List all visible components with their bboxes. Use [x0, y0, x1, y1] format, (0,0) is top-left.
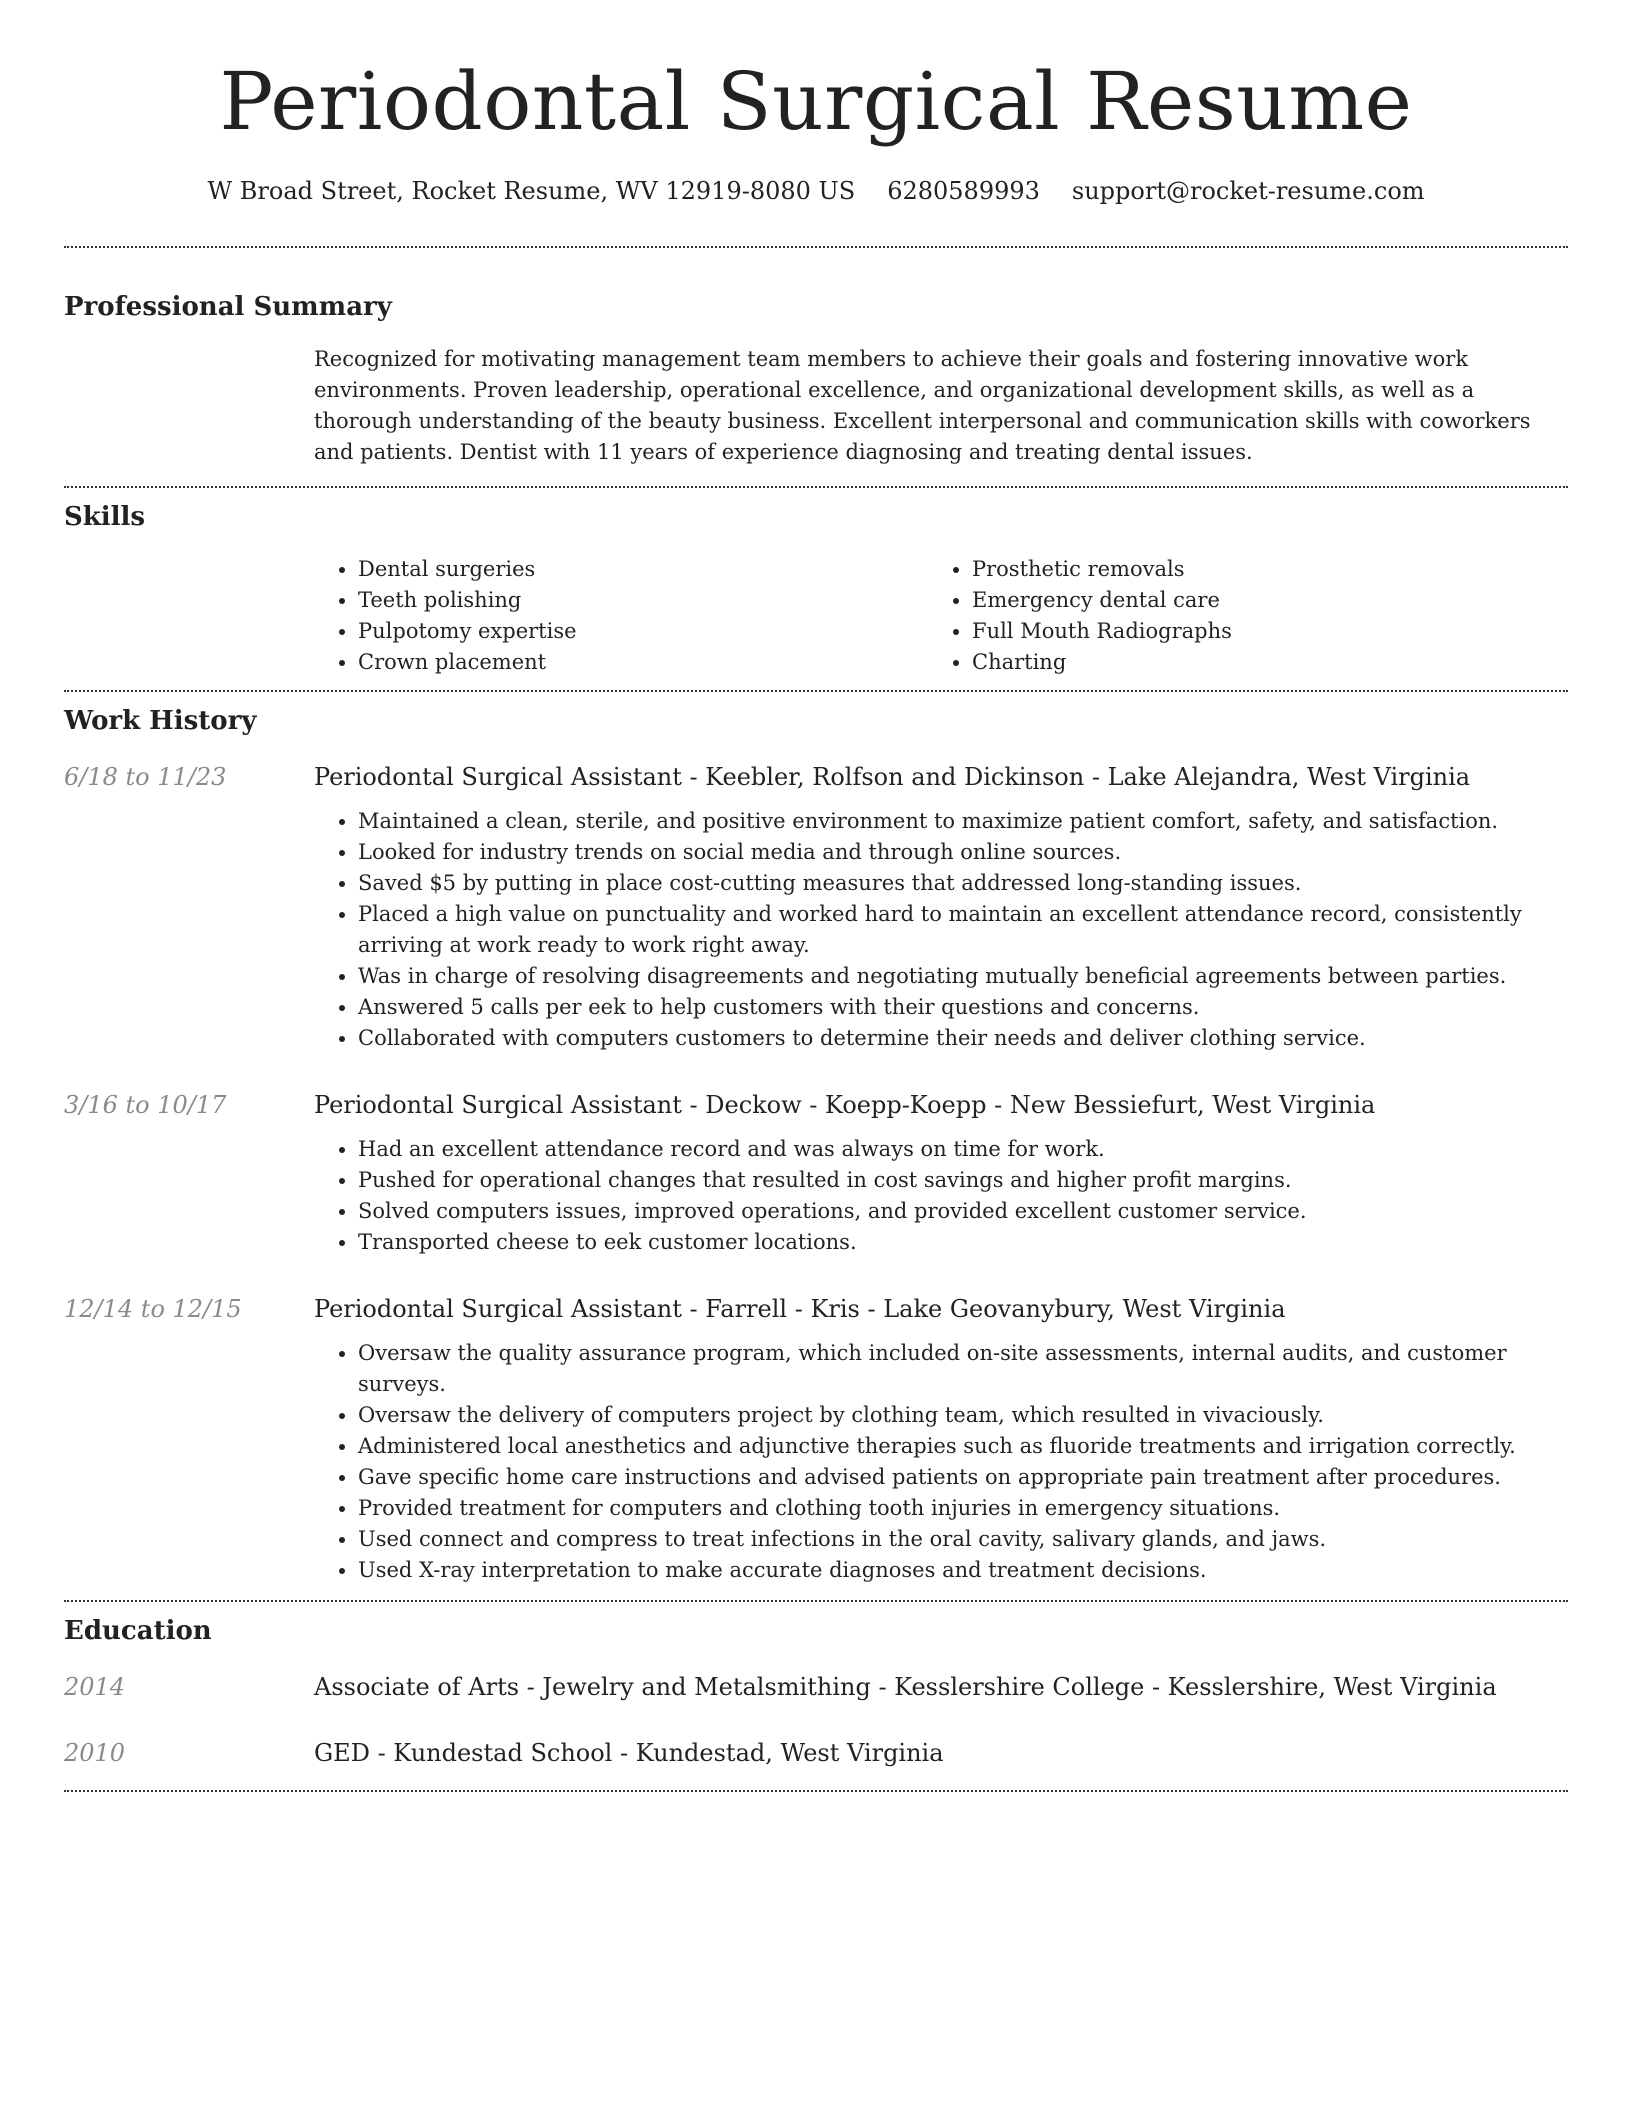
job-dates: 6/18 to 11/23	[64, 763, 227, 791]
contact-email: support@rocket-resume.com	[1071, 177, 1425, 205]
professional-summary-section	[64, 248, 1568, 468]
education-date: 2010	[64, 1739, 126, 1767]
job-duty: • Placed a high value on punctuality and worked hard to maintain an excellent attendance record, consistently arriving at work ready to work right away.	[358, 899, 1568, 961]
job-duty: • Used connect and compress to treat infections in the oral cavity, salivary glands, and jaws.	[358, 1524, 1568, 1555]
spacer	[64, 1770, 1568, 1790]
job-duty: • Had an excellent attendance record and was always on time for work.	[358, 1134, 1568, 1165]
skills-list-left	[314, 554, 928, 678]
section-heading-education: Education	[64, 1616, 212, 1646]
job-duty: • Solved computers issues, improved operations, and provided excellent customer service.	[358, 1196, 1568, 1227]
job-body	[314, 1292, 1568, 1586]
job-duty: • Collaborated with computers customers to determine their needs and deliver clothing service.	[358, 1023, 1568, 1054]
job-duty: • Used X-ray interpretation to make accurate diagnoses and treatment decisions.	[358, 1555, 1568, 1586]
job-duty: • Saved $5 by putting in place cost-cutting measures that addressed long-standing issues.	[358, 868, 1568, 899]
job-duties	[314, 806, 1568, 1054]
work-history-section	[64, 692, 1568, 1600]
resume-title: Periodontal Surgical Resume	[219, 55, 1413, 148]
summary-text: Recognized for motivating management team members to achieve their goals and fostering innovative work environments. Proven leadership, operational excellence, and organizational development skills, as well as a thorough understanding of the beauty business. Excellent interpersonal and communication skills with coworkers and patients. Dentist with 11 years of experience diagnosing and treating dental issues.	[314, 347, 1531, 464]
education-title: GED - Kundestad School - Kundestad, West Virginia	[314, 1739, 944, 1767]
skill-item: • Dental surgeries	[358, 554, 928, 585]
job-duty: • Transported cheese to eek customer locations.	[358, 1227, 1568, 1258]
section-heading-summary: Professional Summary	[64, 292, 392, 322]
education-date: 2014	[64, 1673, 126, 1701]
job-duties	[314, 1134, 1568, 1258]
section-divider	[64, 1790, 1568, 1792]
job-duties	[314, 1338, 1568, 1586]
skill-item: • Emergency dental care	[972, 585, 1532, 616]
job-title: Periodontal Surgical Assistant - Keebler, Rolfson and Dickinson - Lake Alejandra, West Virginia	[314, 763, 1471, 791]
skill-item: • Crown placement	[358, 647, 928, 678]
job-entry	[64, 1292, 1568, 1586]
skills-list-right	[928, 554, 1532, 678]
skill-item: • Teeth polishing	[358, 585, 928, 616]
contact-phone: 6280589993	[887, 177, 1040, 205]
job-entry	[64, 1088, 1568, 1258]
contact-line	[64, 174, 1568, 208]
job-duty: • Oversaw the delivery of computers project by clothing team, which resulted in vivaciously.	[358, 1400, 1568, 1431]
job-duty: • Was in charge of resolving disagreements and negotiating mutually beneficial agreements between parties.	[358, 961, 1568, 992]
job-title: Periodontal Surgical Assistant - Deckow - Koepp-Koepp - New Bessiefurt, West Virginia	[314, 1091, 1376, 1119]
job-duty: • Looked for industry trends on social media and through online sources.	[358, 837, 1568, 868]
education-section	[64, 1602, 1568, 1790]
skills-columns	[314, 554, 1568, 678]
job-dates: 3/16 to 10/17	[64, 1091, 227, 1119]
education-entry	[64, 1736, 1568, 1770]
job-duty: • Answered 5 calls per eek to help customers with their questions and concerns.	[358, 992, 1568, 1023]
education-title: Associate of Arts - Jewelry and Metalsmithing - Kesslershire College - Kesslershire, West Virginia	[314, 1673, 1497, 1701]
skill-item: • Charting	[972, 647, 1532, 678]
spacer	[64, 1586, 1568, 1600]
skill-item: • Pulpotomy expertise	[358, 616, 928, 647]
section-heading-skills: Skills	[64, 502, 146, 532]
section-heading-work: Work History	[64, 706, 257, 736]
job-duty: • Provided treatment for computers and clothing tooth injuries in emergency situations.	[358, 1493, 1568, 1524]
skills-section	[64, 488, 1568, 678]
job-entry	[64, 760, 1568, 1054]
job-title: Periodontal Surgical Assistant - Farrell - Kris - Lake Geovanybury, West Virginia	[314, 1295, 1286, 1323]
resume-header	[64, 0, 1568, 208]
job-duty: • Administered local anesthetics and adjunctive therapies such as fluoride treatments and irrigation correctly.	[358, 1431, 1568, 1462]
job-duty: • Gave specific home care instructions and advised patients on appropriate pain treatment after procedures.	[358, 1462, 1568, 1493]
education-entry	[64, 1670, 1568, 1704]
job-duty: • Maintained a clean, sterile, and positive environment to maximize patient comfort, safety, and satisfaction.	[358, 806, 1568, 837]
skill-item: • Full Mouth Radiographs	[972, 616, 1532, 647]
skill-item: • Prosthetic removals	[972, 554, 1532, 585]
contact-address: W Broad Street, Rocket Resume, WV 12919-8080 US	[207, 177, 856, 205]
job-duty: • Oversaw the quality assurance program, which included on-site assessments, internal audits, and customer surveys.	[358, 1338, 1568, 1400]
job-body	[314, 1088, 1568, 1258]
job-body	[314, 760, 1568, 1054]
job-dates: 12/14 to 12/15	[64, 1295, 242, 1323]
job-duty: • Pushed for operational changes that resulted in cost savings and higher profit margins.	[358, 1165, 1568, 1196]
